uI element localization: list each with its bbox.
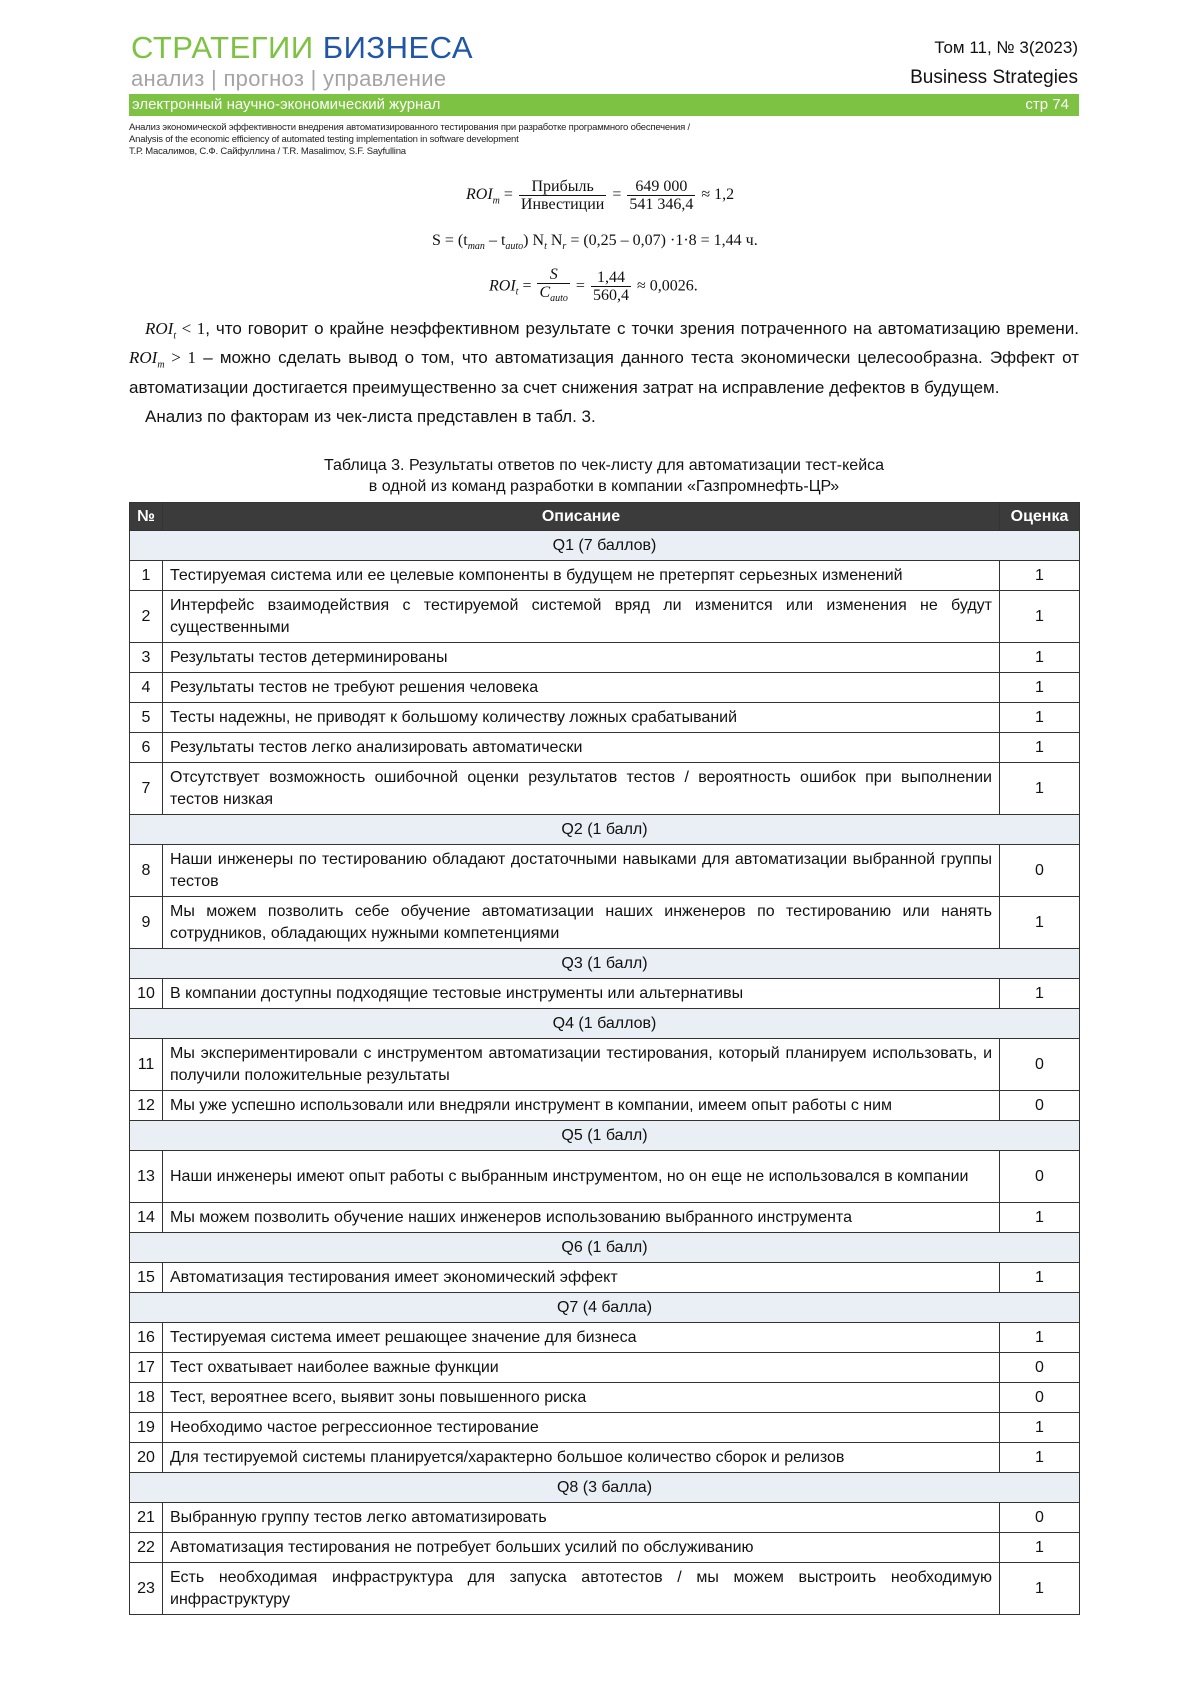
row-description: Автоматизация тестирования не потребует больших усилий по обслуживанию [163,1533,1000,1563]
denominator-symbol: C [539,284,551,301]
row-number: 4 [130,673,163,703]
paragraph-text: – можно сделать вывод о том, что автоматизация данного теста экономически целесообразна. Эффект от автоматизации достигается преимущественно за счет снижения затрат на исправление дефектов в будущем. [129,348,1079,397]
formula-subscript: r [562,241,567,253]
formula-symbol: ROI [466,186,493,204]
journal-title [131,31,473,65]
fraction-denominator: 560,4 [592,287,629,305]
journal-title-part1: СТРАТЕГИИ [131,30,314,65]
formula-subscript: auto [505,241,524,253]
table-body [130,531,1080,1615]
banner-label: электронный научно-экономический журнал [132,96,441,113]
table-row [130,1503,1080,1533]
formula-part: S = (t [432,232,468,249]
section-title: Q8 (3 балла) [130,1473,1080,1503]
citation-line-ru: Анализ экономической эффективности внедрения автоматизированного тестирования при разработке программного обеспечения / [129,122,690,133]
table-row [130,1039,1080,1091]
row-score: 1 [1000,703,1080,733]
table-caption [129,455,1079,497]
row-score: 0 [1000,1039,1080,1091]
row-number: 7 [130,763,163,815]
section-title: Q2 (1 балл) [130,815,1080,845]
row-score: 1 [1000,591,1080,643]
formula-subscript: auto [550,293,568,305]
row-description: Тестируемая система имеет решающее значение для бизнеса [163,1323,1000,1353]
caption-line-2: в одной из команд разработки в компании «Газпромнефть-ЦР» [368,478,840,495]
formula-part: = (0,25 – 0,07) ·1·8 = 1,44 ч. [566,232,758,249]
section-row [130,1473,1080,1503]
row-number: 18 [130,1383,163,1413]
table-row [130,643,1080,673]
inline-subscript: m [157,359,165,371]
article-citation [129,122,690,158]
row-description: Мы уже успешно использовали или внедряли инструмент в компании, имеем опыт работы с ним [163,1091,1000,1121]
table-header-row [130,503,1080,531]
journal-banner [129,94,1079,116]
row-score: 1 [1000,763,1080,815]
row-description: Мы можем позволить обучение наших инженеров использованию выбранного инструмента [163,1203,1000,1233]
formula-subscript: t [544,241,547,253]
column-header-score: Оценка [1000,503,1080,531]
formula-subscript: man [467,241,485,253]
caption-line-1: Таблица 3. Результаты ответов по чек-листу для автоматизации тест-кейса [323,457,885,474]
fraction-values [591,269,631,304]
body-paragraph-2: Анализ по факторам из чек-листа представлен в табл. 3. [145,407,596,426]
table-row [130,561,1080,591]
row-number: 21 [130,1503,163,1533]
section-title: Q7 (4 балла) [130,1293,1080,1323]
formula-symbol: ROI [489,277,516,295]
inline-condition: > 1 [164,348,197,368]
row-score: 0 [1000,1151,1080,1203]
row-description: Наши инженеры по тестированию обладают достаточными навыками для автоматизации выбранной группы тестов [163,845,1000,897]
table-row [130,1383,1080,1413]
row-number: 1 [130,561,163,591]
citation-authors: Т.Р. Масалимов, С.Ф. Сайфуллина / T.R. Masalimov, S.F. Sayfullina [129,146,406,157]
fraction-numerator: 649 000 [627,178,695,196]
row-score: 0 [1000,1353,1080,1383]
fraction-numerator: S [537,266,569,284]
formula-part: – t [484,232,506,249]
table-row [130,1443,1080,1473]
inline-condition: < 1 [176,319,206,338]
row-description: Результаты тестов не требуют решения человека [163,673,1000,703]
body-paragraph-1 [129,318,1079,399]
row-description: Тесты надежны, не приводят к большому количеству ложных срабатываний [163,703,1000,733]
formula-result: ≈ 0,0026. [636,277,698,295]
citation-line-en: Analysis of the economic efficiency of automated testing implementation in software development [129,134,519,145]
row-description: Тест охватывает наиболее важные функции [163,1353,1000,1383]
section-title: Q5 (1 балл) [130,1121,1080,1151]
row-description: Результаты тестов легко анализировать автоматически [163,733,1000,763]
table-row [130,1533,1080,1563]
section-row [130,531,1080,561]
row-score: 1 [1000,1533,1080,1563]
row-number: 15 [130,1263,163,1293]
section-row [130,1233,1080,1263]
formula-roi-t: $ROI_t$ = $\frac{S}{C_{auto}}$ = $\frac{1,44}{560,4}$ ≈ 0,0026. [489,266,698,307]
table-row [130,703,1080,733]
paragraph-text: , что говорит о крайне неэффективном результате с точки зрения потраченного на автоматизацию времени. [205,319,1079,338]
journal-title-en: Business Strategies [910,67,1078,88]
section-title: Q3 (1 балл) [130,949,1080,979]
row-score: 1 [1000,643,1080,673]
row-score: 1 [1000,897,1080,949]
table-row [130,1091,1080,1121]
table-row [130,897,1080,949]
row-number: 22 [130,1533,163,1563]
row-number: 5 [130,703,163,733]
row-number: 10 [130,979,163,1009]
row-number: 11 [130,1039,163,1091]
row-number: 14 [130,1203,163,1233]
table-row [130,1353,1080,1383]
row-description: Отсутствует возможность ошибочной оценки результатов тестов / вероятность ошибок при выполнении тестов низкая [163,763,1000,815]
row-score: 1 [1000,673,1080,703]
fraction-s-cauto [537,266,569,307]
fraction-denominator: Инвестиции [520,196,605,213]
fraction-numerator: 1,44 [591,269,631,287]
table-row [130,591,1080,643]
row-description: Необходимо частое регрессионное тестирование [163,1413,1000,1443]
section-row [130,1293,1080,1323]
inline-subscript: t [173,330,177,342]
volume-issue: Том 11, № 3(2023) [934,38,1078,57]
row-score: 1 [1000,1263,1080,1293]
section-row [130,815,1080,845]
section-row [130,1009,1080,1039]
table-row [130,1323,1080,1353]
row-description: Мы можем позволить себе обучение автоматизации наших инженеров по тестированию или нанять сотрудников, обладающих нужными компетенциями [163,897,1000,949]
formula-result: ≈ 1,2 [701,186,735,204]
journal-subtitle: анализ | прогноз | управление [131,66,447,91]
formula-subscript: m [492,195,500,207]
row-number: 19 [130,1413,163,1443]
column-header-description: Описание [163,503,1000,531]
section-row [130,1121,1080,1151]
section-row [130,949,1080,979]
row-description: Тестируемая система или ее целевые компоненты в будущем не претерпят серьезных изменений [163,561,1000,591]
row-score: 1 [1000,979,1080,1009]
row-score: 1 [1000,1413,1080,1443]
table-row [130,763,1080,815]
row-description: Выбранную группу тестов легко автоматизировать [163,1503,1000,1533]
row-score: 0 [1000,1503,1080,1533]
section-title: Q1 (7 баллов) [130,531,1080,561]
inline-variable: ROI [145,319,174,338]
row-description: Есть необходимая инфраструктура для запуска автотестов / мы можем выстроить необходимую инфраструктуру [163,1563,1000,1615]
row-score: 1 [1000,1443,1080,1473]
formula-saving [432,232,758,252]
formula-part: ) N [523,232,545,249]
row-description: Тест, вероятнее всего, выявит зоны повышенного риска [163,1383,1000,1413]
row-number: 3 [130,643,163,673]
fraction-denominator [537,284,569,307]
journal-title-part2: БИЗНЕСА [322,30,474,65]
checklist-table [129,502,1080,1615]
row-score: 1 [1000,733,1080,763]
row-number: 23 [130,1563,163,1615]
column-header-number: № [130,503,163,531]
table-row [130,845,1080,897]
row-number: 9 [130,897,163,949]
row-description: Для тестируемой системы планируется/характерно большое количество сборок и релизов [163,1443,1000,1473]
page-number: стр 74 [1025,96,1069,113]
row-number: 8 [130,845,163,897]
fraction-profit-investment [519,178,606,213]
formula-roi-m: $ROI_m$ = $\frac{\text{Прибыль}}{\text{Инвестиции}}$ = $\frac{649 000}{541 346,4}$ ≈ 1,2 [466,178,735,213]
table-row [130,1413,1080,1443]
row-number: 16 [130,1323,163,1353]
fraction-numerator: Прибыль [519,178,606,196]
row-description: Наши инженеры имеют опыт работы с выбранным инструментом, но он еще не использовался в компании [163,1151,1000,1203]
row-score: 1 [1000,1203,1080,1233]
section-title: Q6 (1 балл) [130,1233,1080,1263]
row-number: 13 [130,1151,163,1203]
inline-variable: ROI [129,348,158,368]
row-description: Автоматизация тестирования имеет экономический эффект [163,1263,1000,1293]
table-row [130,673,1080,703]
row-description: Интерфейс взаимодействия с тестируемой системой вряд ли изменится или изменения не будут существенными [163,591,1000,643]
row-description: В компании доступны подходящие тестовые инструменты или альтернативы [163,979,1000,1009]
table-row [130,979,1080,1009]
row-description: Результаты тестов детерминированы [163,643,1000,673]
row-number: 6 [130,733,163,763]
row-score: 1 [1000,561,1080,591]
row-score: 0 [1000,1091,1080,1121]
row-score: 0 [1000,1383,1080,1413]
row-score: 1 [1000,1323,1080,1353]
row-number: 17 [130,1353,163,1383]
table-row [130,1151,1080,1203]
row-number: 2 [130,591,163,643]
formula-part: N [546,232,563,249]
section-title: Q4 (1 баллов) [130,1009,1080,1039]
row-score: 0 [1000,845,1080,897]
formula-subscript: t [515,286,519,298]
table-row [130,1563,1080,1615]
table-row [130,733,1080,763]
row-description: Мы экспериментировали с инструментом автоматизации тестирования, который планируем использовать, и получили положительные результаты [163,1039,1000,1091]
fraction-values [627,178,695,213]
row-number: 20 [130,1443,163,1473]
fraction-denominator: 541 346,4 [629,196,694,213]
row-score: 1 [1000,1563,1080,1615]
row-number: 12 [130,1091,163,1121]
table-row [130,1263,1080,1293]
table-row [130,1203,1080,1233]
